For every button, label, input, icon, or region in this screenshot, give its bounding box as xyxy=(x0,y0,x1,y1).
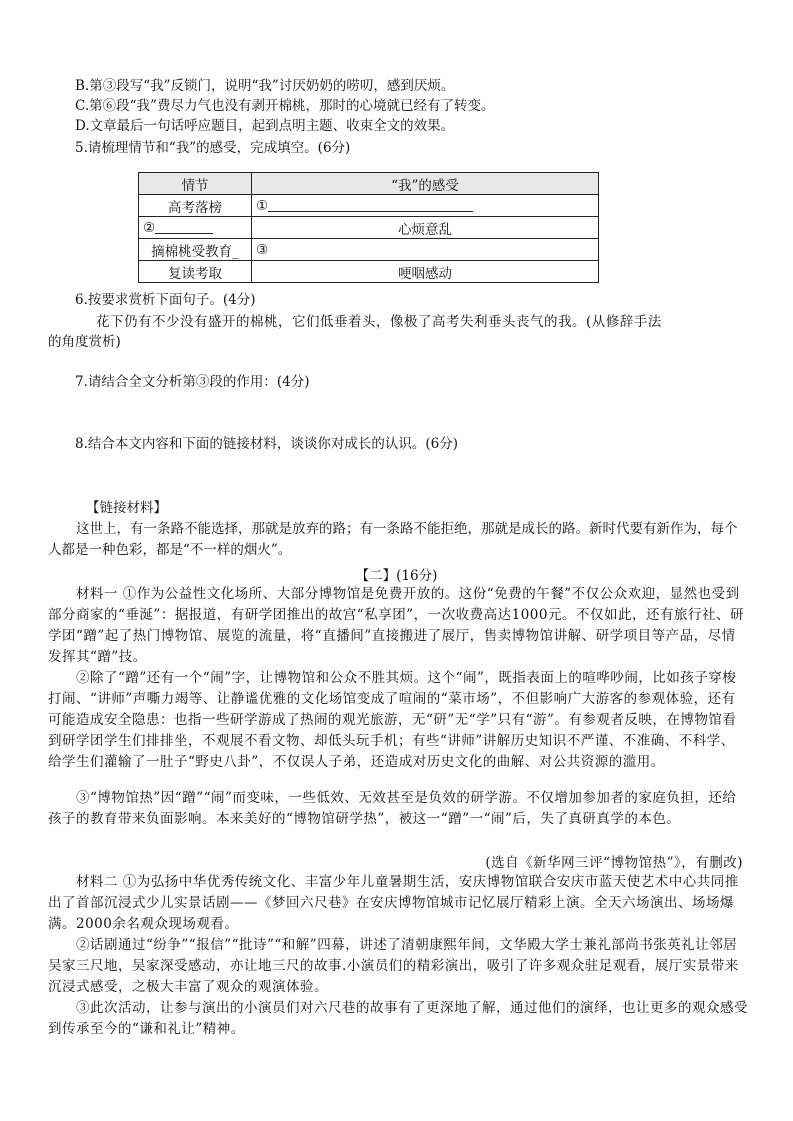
option-d: D.文章最后一句话呼应题目，起到点明主题、收束全文的效果。 xyxy=(75,118,455,134)
option-c: C.第⑥段“我”费尽力气也没有剥开棉桃，那时的心境就已经有了转变。 xyxy=(75,98,495,114)
material-2-p1: 材料二 ①为弘扬中华优秀传统文化、丰富少年儿童暑期生活，安庆博物馆联合安庆市蓝天使艺术中心共同推出了首部沉浸式少儿实景话剧——《梦回六尺巷》在安庆博物馆城市记忆展厅精彩上演。全天六场演出、场场爆满。2000余名观众现场观看。 xyxy=(48,874,739,932)
material-2-p2: ②话剧通过“纷争”“报信”“批诗”“和解”四幕，讲述了清朝康熙年间，文华殿大学士兼礼部尚书张英礼让邻居吴家三尺地，吴家深受感动，亦让地三尺的故事.小演员们的精彩演出，吸引了许多观众驻足观看，展厅实景带来沉浸式感受，之极大丰富了观众的观演体验。 xyxy=(48,937,739,995)
question-6: 6.按要求赏析下面句子。(4分) xyxy=(75,292,256,308)
question-8: 8.结合本文内容和下面的链接材料，谈谈你对成长的认识。(6分) xyxy=(75,436,459,452)
material-1-source: (选自《新华网三评“博物馆热”》，有删改) xyxy=(485,855,743,871)
material-1-p2: ②除了“蹭”还有一个“闹”字，让博物馆和公众不胜其烦。这个“闹”，既指表面上的喧哗吵闹，比如孩子穿梭打闹、“讲师”声嘶力竭等、让静谧优雅的文化场馆变成了喧闹的“菜市场”，不但影响广大游客的参观体验，还有可能造成安全隐患：也指一些研学游成了热闹的观光旅游，无“研”无“学”只有“游”。有参观者反映，在博物馆看到研学团学生们排排坐，不观展不看文物、却低头玩手机；有些“讲师”讲解历史知识不严谨、不准确、不科学、给学生们灌输了一肚子“野史八卦”，不仅误人子弟，还造成对历史文化的曲解、对公共资源的滥用。 xyxy=(48,670,737,770)
answer-blank[interactable] xyxy=(155,219,213,234)
feeling-cell: 哽咽感动 xyxy=(252,261,599,283)
table-header-row xyxy=(139,173,599,195)
plot-cell: 高考落榜 xyxy=(139,195,252,217)
plot-feeling-table xyxy=(138,172,599,283)
feeling-cell: ③ xyxy=(252,239,599,261)
section-2-title: 【二】(16分) xyxy=(355,568,438,584)
answer-blank[interactable] xyxy=(268,197,473,212)
header-plot: 情节 xyxy=(139,173,252,195)
plot-cell: 复读考取 xyxy=(139,261,252,283)
question-6-quote: 花下仍有不少没有盛开的棉桃，它们低垂着头，像极了高考失利垂头丧气的我。(从修辞手法 xyxy=(96,314,662,330)
option-b: B.第③段写“我”反锁门，说明“我”讨厌奶奶的唠叨，感到厌烦。 xyxy=(75,78,455,94)
link-material-body: 这世上，有一条路不能选择，那就是放弃的路；有一条路不能拒绝，那就是成长的路。新时代要有新作为，每个人都是一种色彩，都是“不一样的烟火”。 xyxy=(48,521,738,558)
table-row xyxy=(139,261,599,283)
table-row xyxy=(139,217,599,239)
material-1-p3: ③“博物馆热”因“蹭”“闹”而变味，一些低效、无效甚至是负效的研学游。不仅增加参加者的家庭负担，还给孩子的教育带来负面影响。本来美好的“博物馆研学热”，被这一“蹭”一“闹”后，失了真研真学的本色。 xyxy=(48,790,737,827)
feeling-cell: 心烦意乱 xyxy=(252,217,599,239)
question-7: 7.请结合全文分析第③段的作用：(4分) xyxy=(75,374,310,390)
table-row xyxy=(139,195,599,217)
plot-cell: 摘棉桃受教育_ xyxy=(139,239,252,261)
table-row xyxy=(139,239,599,261)
question-6-quote-cont: 的角度赏析) xyxy=(48,334,121,350)
feeling-cell: ① xyxy=(252,195,599,217)
material-1-p1: 材料一 ①作为公益性文化场所、大部分博物馆是免费开放的。这份“免费的午餐”不仅公众欢迎，显然也受到部分商家的“垂涎”：据报道，有研学团推出的故宫“私享团”，一次收费高达1000元。不仅如此，还有旅行社、研学团“蹭”起了热门博物馆、展览的流量，将“直播间”直接搬进了展厅，售卖博物馆讲解、研学项目等产品，尽情发挥其“蹭”技。 xyxy=(48,586,744,665)
link-material-title: 【链接材料】 xyxy=(86,500,167,516)
plot-cell: ② xyxy=(139,217,252,239)
question-5: 5.请梳理情节和“我”的感受，完成填空。(6分) xyxy=(75,140,351,156)
header-feeling: “我”的感受 xyxy=(252,173,599,195)
material-2-p3: ③此次活动，让参与演出的小演员们对六尺巷的故事有了更深地了解，通过他们的演绎，也让更多的观众感受到传承至今的“谦和礼让”精神。 xyxy=(48,1000,748,1037)
